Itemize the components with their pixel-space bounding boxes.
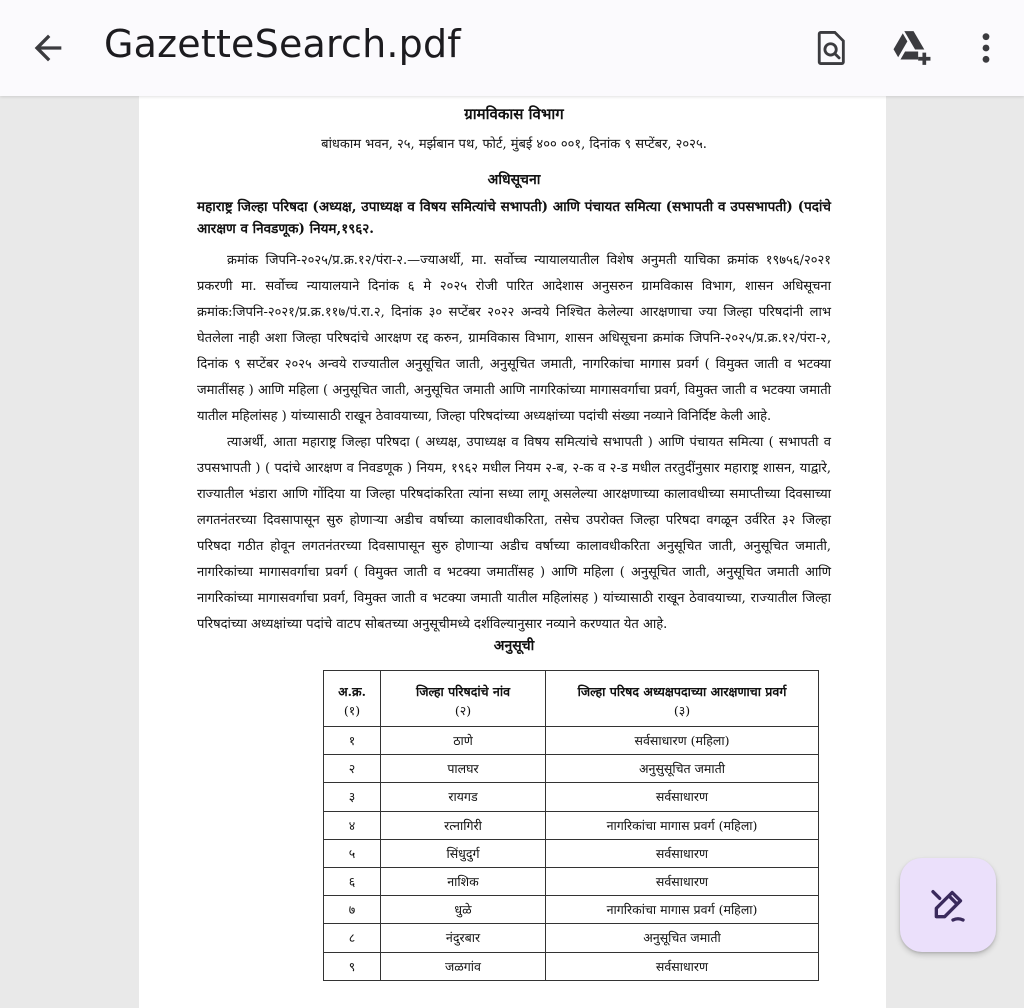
serial-cell: १ (324, 727, 381, 755)
table-row (324, 839, 819, 867)
table-row (324, 811, 819, 839)
district-cell: रायगड (381, 783, 546, 811)
category-cell: अनुसुसूचित जमाती (546, 755, 819, 783)
category-cell: नागरिकांचा मागास प्रवर्ग (महिला) (546, 811, 819, 839)
district-cell: नाशिक (381, 867, 546, 895)
serial-cell: ८ (324, 924, 381, 952)
district-cell: ठाणे (381, 727, 546, 755)
app-bar (0, 0, 1024, 96)
serial-cell: ३ (324, 783, 381, 811)
district-cell: धुळे (381, 896, 546, 924)
district-cell: पालघर (381, 755, 546, 783)
column-number: (२) (381, 702, 546, 727)
more-options-button[interactable] (964, 26, 1008, 70)
annotate-fab[interactable] (900, 858, 996, 952)
department-heading: ग्रामविकास विभाग (464, 105, 564, 123)
pdf-page[interactable] (139, 96, 886, 1008)
district-cell: नंदुरबार (381, 924, 546, 952)
paragraph-1: क्रमांक जिपनि-२०२५/प्र.क्र.१२/पंरा-२.—ज्याअर्थी, मा. सर्वोच्च न्यायालयातील विशेष अनुमती याचिका क्रमांक १९७५६/२०२१ प्रकरणी मा. सर्वोच्च न्यायालयाने दिनांक ६ मे २०२५ रोजी पारित आदेशास अनुसरुन ग्रामविकास विभाग, शासन अधिसूचना क्रमांक:जिपनि-२०२१/प्र.क्र.११७/पं.रा.२, दिनांक ३० सप्टेंबर २०२२ अन्वये निश्चित केलेल्या आरक्षणाचा ज्या जिल्हा परिषदांनी लाभ घेतलेला नाही अशा जिल्हा परिषदांचे आरक्षण रद्द करुन, ग्रामविकास विभाग, शासन अधिसूचना क्रमांक जिपनि-२०२५/प्र.क्र.१२/पंरा-२, दिनांक ९ सप्टेंबर २०२५ अन्वये राज्यातील अनुसूचित जाती, अनुसूचित जमाती, नागरिकांचा मागास प्रवर्ग ( विमुक्त जाती व भटक्या जमातींसह ) आणि महिला ( अनुसूचित जाती, अनुसूचित जमाती आणि नागरिकांच्या मागासवर्गाचा प्रवर्ग, विमुक्त जाती व भटक्या जमाती यातील महिलांसह ) यांच्यासाठी राखून ठेवावयाच्या, जिल्हा परिषदांच्या अध्यक्षांच्या पदांची संख्या नव्याने विनिर्दिष्ट केली आहे. (197, 253, 831, 424)
table-header-serial: अ.क्र. (324, 671, 381, 703)
serial-cell: २ (324, 755, 381, 783)
document-search-button[interactable] (810, 26, 854, 70)
category-cell: सर्वसाधारण (महिला) (546, 727, 819, 755)
district-cell: जळगांव (381, 952, 546, 980)
district-cell: सिंधुदुर्ग (381, 839, 546, 867)
category-cell: सर्वसाधारण (546, 839, 819, 867)
district-cell: रत्नागिरी (381, 811, 546, 839)
address-line: बांधकाम भवन, २५, मर्झबान पथ, फोर्ट, मुंबई ४०० ००१, दिनांक ९ सप्टेंबर, २०२५. (321, 137, 707, 152)
column-number: (३) (546, 702, 819, 727)
category-cell: अनुसूचित जमाती (546, 924, 819, 952)
table-row (324, 727, 819, 755)
paragraph-2: त्याअर्थी, आता महाराष्ट्र जिल्हा परिषदा ( अध्यक्ष, उपाध्यक्ष व विषय समित्यांचे सभापती ) आणि पंचायत समित्या ( सभापती व उपसभापती ) ( पदांचे आरक्षण व निवडणूक ) नियम, १९६२ मधील नियम २-ब, २-क व २-ड मधील तरतुदींनुसार महाराष्ट्र शासन, याद्वारे, राज्यातील भंडारा आणि गोंदिया या जिल्हा परिषदांकरिता त्यांना सध्या लागू असलेल्या आरक्षणाच्या कालावधीच्या समाप्तीच्या दिवसाच्या लगतनंतरच्या दिवसापासून सुरु होणाऱ्या अडीच वर्षाच्या कालावधीकरिता, तसेच उपरोक्त जिल्हा परिषदा वगळून उर्वरित ३२ जिल्हा परिषदा गठीत होवून लगतनंतरच्या दिवसापासून सुरु होणाऱ्या अडीच वर्षाच्या कालावधीकरिता अनुसूचित जाती, अनुसूचित जमाती, नागरिकांच्या मागासवर्गाचा प्रवर्ग ( विमुक्त जाती व भटक्या जमातींसह ) आणि महिला ( अनुसूचित जाती, अनुसूचित जमाती आणि नागरिकांच्या मागासवर्गाचा प्रवर्ग, विमुक्त जाती व भटक्या जमाती यातील महिलांसह ) यांच्यासाठी राखून ठेवावयाच्या, राज्यातील जिल्हा परिषदांच्या अध्यक्षांच्या पदांचे वाटप सोबतच्या अनुसूचीमध्ये दर्शविल्यानुसार नव्याने करण्यात येत आहे. (197, 435, 831, 632)
category-cell: सर्वसाधारण (546, 783, 819, 811)
notification-subject: महाराष्ट्र जिल्हा परिषदा (अध्यक्ष, उपाध्यक्ष व विषय समित्यांचे सभापती) आणि पंचायत समित्या (सभापती व उपसभापती) (पदांचे आरक्षण व निवडणूक) नियम,१९६२. (197, 199, 831, 237)
table-header-category: जिल्हा परिषद अध्यक्षपदाच्या आरक्षणाचा प्रवर्ग (546, 671, 819, 703)
table-row (324, 867, 819, 895)
serial-cell: ९ (324, 952, 381, 980)
drive-add-button[interactable] (890, 26, 934, 70)
table-row (324, 952, 819, 980)
category-cell: सर्वसाधारण (546, 952, 819, 980)
back-arrow-icon (28, 28, 68, 68)
table-row (324, 896, 819, 924)
document-search-icon (815, 29, 849, 67)
serial-cell: ४ (324, 811, 381, 839)
drive-add-icon (890, 28, 934, 68)
category-cell: नागरिकांचा मागास प्रवर्ग (महिला) (546, 896, 819, 924)
edit-annotate-icon (928, 885, 968, 925)
serial-cell: ५ (324, 839, 381, 867)
serial-cell: ७ (324, 896, 381, 924)
document-title: GazetteSearch.pdf (104, 22, 461, 66)
category-cell: सर्वसाधारण (546, 867, 819, 895)
table-row (324, 783, 819, 811)
schedule-table (323, 670, 819, 981)
column-number: (१) (324, 702, 381, 727)
notification-heading: अधिसूचना (487, 172, 541, 188)
table-row (324, 924, 819, 952)
schedule-heading: अनुसूची (493, 638, 535, 654)
back-button[interactable] (28, 28, 68, 68)
table-row (324, 755, 819, 783)
more-vert-icon (980, 31, 992, 65)
table-header-district: जिल्हा परिषदांचे नांव (381, 671, 546, 703)
serial-cell: ६ (324, 867, 381, 895)
